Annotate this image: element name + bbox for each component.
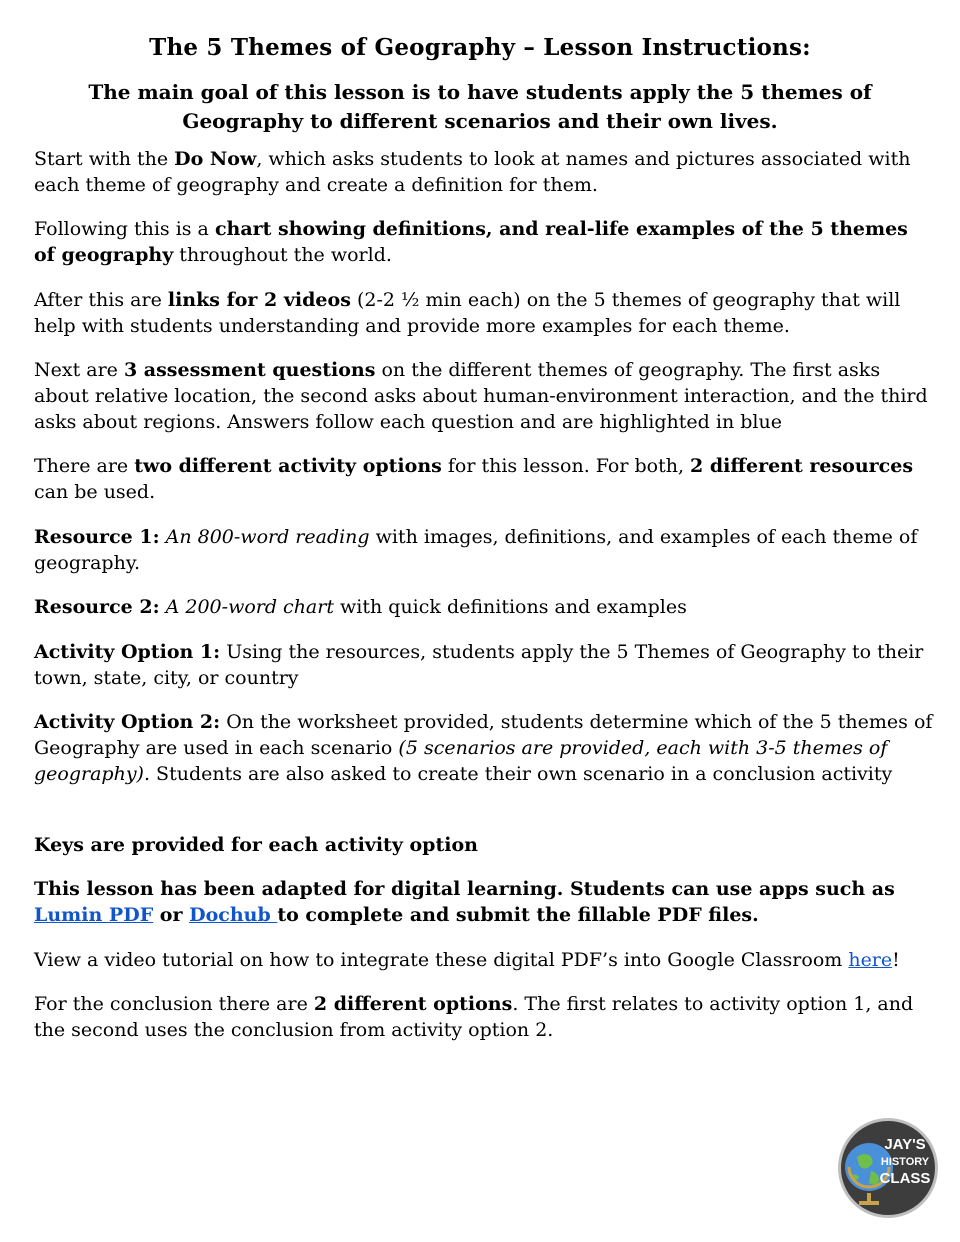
paragraph-resource-2: Resource 2: A 200-word chart with quick definitions and examples [34, 596, 687, 618]
paragraph-keys: Keys are provided for each activity option [34, 834, 478, 856]
page-title: The 5 Themes of Geography – Lesson Instructions: [149, 34, 811, 61]
paragraph-videos: After this are links for 2 videos (2-2 ½ min each) on the 5 themes of geography that will help with students understanding and provide more examples for each theme. [34, 289, 901, 337]
logo-text-jays: JAY'S [884, 1136, 926, 1153]
paragraph-tutorial: View a video tutorial on how to integrate these digital PDF’s into Google Classroom here! [34, 949, 900, 971]
tutorial-link[interactable]: here [848, 949, 893, 971]
paragraph-assessment: Next are 3 assessment questions on the different themes of geography. The first asks about relative location, the second asks about human-environment interaction, and the third asks about regions. Answers follow each question and are highlighted in blue [34, 359, 928, 433]
paragraph-activity-option-2: Activity Option 2: On the worksheet provided, students determine which of the 5 themes of Geography are used in each scenario (5 scenarios are provided, each with 3-5 themes of geography). Students are also asked to create their own scenario in a conclusion activity [34, 711, 933, 785]
lumin-pdf-link[interactable]: Lumin PDF [34, 904, 154, 926]
paragraph-activity-options: There are two different activity options for this lesson. For both, 2 different resources can be used. [34, 455, 914, 503]
dochub-link[interactable]: Dochub [189, 904, 278, 926]
paragraph-do-now: Start with the Do Now, which asks students to look at names and pictures associated with each theme of geography and create a definition for them. [34, 148, 911, 196]
paragraph-activity-option-1: Activity Option 1: Using the resources, students apply the 5 Themes of Geography to their town, state, city, or country [34, 641, 924, 689]
paragraph-resource-1: Resource 1: An 800-word reading with images, definitions, and examples of each theme of geography. [34, 526, 918, 574]
jays-history-class-logo [838, 1118, 938, 1218]
paragraph-digital: This lesson has been adapted for digital learning. Students can use apps such as Lumin PDF or Dochub to complete and submit the fillable PDF files. [34, 878, 895, 926]
paragraph-conclusion: For the conclusion there are 2 different options. The first relates to activity option 1, and the second uses the conclusion from activity option 2. [34, 993, 914, 1041]
lesson-goal: The main goal of this lesson is to have students apply the 5 themes of Geography to different scenarios and their own lives. [88, 80, 872, 133]
paragraph-chart: Following this is a chart showing definitions, and real-life examples of the 5 themes of geography throughout the world. [34, 218, 908, 266]
logo-text-history: HISTORY [880, 1156, 930, 1168]
logo-text-class: CLASS [879, 1170, 931, 1187]
globe-icon [841, 1121, 935, 1215]
